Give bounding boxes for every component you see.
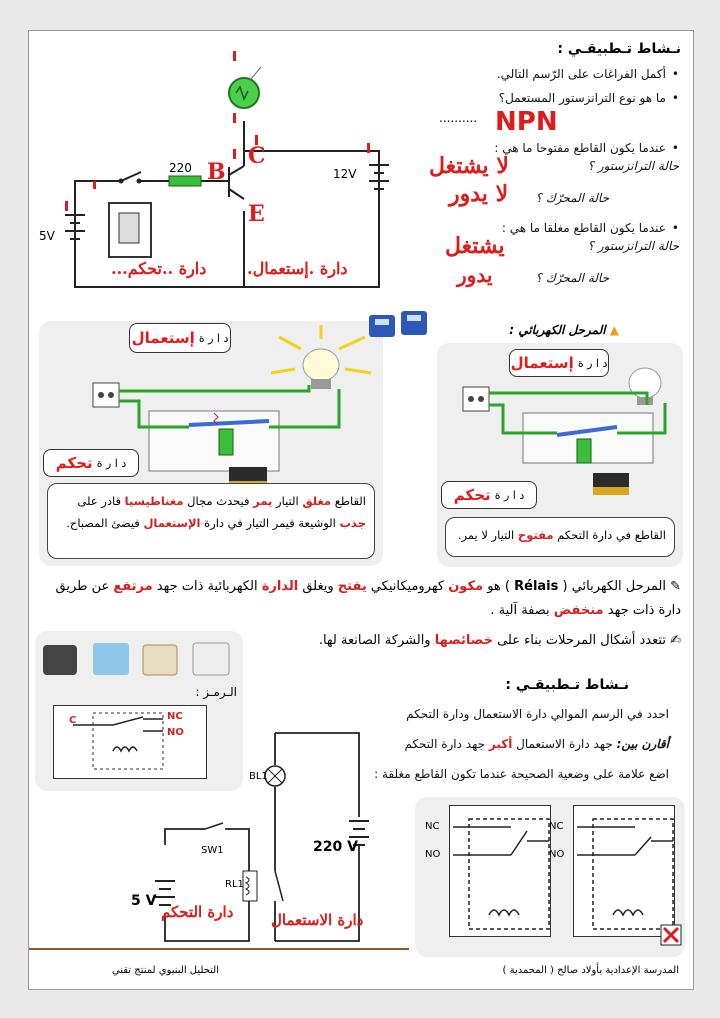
activity1-q1: أكمل الفراغات على الرّسم التالي.	[496, 67, 666, 81]
activity2-item3: اضع علامة على وضعية الصحيحة عندما تكون القاطع مغلقة :	[374, 767, 669, 781]
q4-transistor-answer: يشتغل	[445, 233, 505, 259]
q4-motor: حالة المحرّك ؟	[535, 271, 609, 285]
relay-photo-icon	[363, 301, 443, 351]
base-label: B	[207, 159, 226, 185]
output-voltage: 12V	[333, 167, 357, 181]
relay-closed-use-tag: د ا ر ة إستعمال	[129, 323, 231, 353]
worksheet-page	[28, 30, 694, 990]
symbol-c: C	[69, 715, 77, 726]
lamp-label: BL1	[249, 771, 268, 782]
q2-answer: NPN	[495, 107, 558, 137]
activity1-title: نـشاط تـطبيقـي :	[557, 41, 681, 57]
use-circuit-answer: دارة الاستعمال	[271, 911, 364, 929]
low-voltage-label: 5 V	[131, 893, 157, 909]
activity1-q4: عندما يكون القاطع مغلقا ما هي :	[501, 221, 666, 235]
resistor-220	[169, 176, 201, 186]
input-voltage: 5V	[39, 229, 55, 243]
control-circuit-answer: دارة التحكم	[161, 903, 234, 921]
control-circuit-label: دارة ..تحكم...	[111, 259, 207, 278]
section-arrow-icon: ▲	[609, 323, 619, 337]
switch-label: SW1	[201, 845, 224, 856]
q2-dots: ..........	[439, 111, 478, 125]
pencil-icon: ✍	[670, 633, 681, 648]
motor-icon	[229, 78, 259, 108]
emitter-label: E	[248, 201, 265, 227]
q4-transistor: حالة الترانزستور ؟	[587, 239, 679, 253]
symbol-title: الـرمـز :	[195, 685, 237, 699]
q3-transistor: حالة الترانزستور ؟	[587, 159, 679, 173]
activity2-item1: احدد في الرسم الموالي دارة الاستعمال ودارة التحكم	[406, 707, 669, 721]
relay-open-use-tag: د ا ر ة إستعمال	[509, 349, 609, 377]
activity1-q2: ما هو نوع الترانزستور المستعمل؟	[498, 91, 666, 105]
resistor-label: 220	[169, 161, 192, 175]
q3-transistor-answer: لا يشتغل	[429, 153, 509, 179]
q3-motor: حالة المحرّك ؟	[535, 191, 609, 205]
collector-label: C	[248, 143, 266, 169]
option2-nc: NC	[549, 821, 564, 832]
relay-open-description: القاطع في دارة التحكم مفتوح التيار لا يمر.	[445, 517, 675, 557]
high-voltage-label: 220 V	[313, 839, 358, 855]
symbol-nc: NC	[167, 711, 183, 722]
footer-school: المدرسة الإعدادية بأولاد صالح ( المحمدية )	[502, 965, 679, 976]
relay-definition: ✎ المرحل الكهربائي ( Rélais ) هو مكون كهروميكانيكي يفتح ويغلق الدارة الكهربائية ذات جهد مرتفع عن طريق دارة ذات جهد منخفض بصفة آلية .	[55, 579, 681, 618]
q4-motor-answer: يدور	[457, 263, 493, 287]
pencil-icon: ✎	[670, 579, 681, 594]
relay-section-title: المرحل الكهربائي :	[509, 323, 606, 337]
relay-types-note: ✍ تتعدد أشكال المرحلات بناء على خصائصها والشركة الصانعة لها.	[318, 633, 681, 648]
relay-closed-description: القاطع مغلق التيار يمر فيحدث مجال مغناطيسيا قادر على جذب الوشيعة فيمر التيار في دارة الإستعمال فيضئ المصباح.	[47, 483, 375, 559]
use-circuit-label: دارة .إستعمال.	[247, 259, 348, 278]
activity2-item2: أقارن بين: جهد دارة الاستعمال أكبر جهد دارة التحكم	[404, 737, 669, 751]
activity2-title: نـشاط تـطبيقـي :	[505, 677, 629, 693]
symbol-no: NO	[167, 727, 184, 738]
option1-nc: NC	[425, 821, 440, 832]
footer-title: التحليل البنيوي لمنتج تقني	[111, 965, 219, 976]
option1-no: NO	[425, 849, 441, 860]
relay-closed-control-tag: د ا ر ة تحكم	[43, 449, 139, 477]
q3-motor-answer: لا يدور	[449, 181, 509, 207]
relay-open-control-tag: د ا ر ة تحكم	[441, 481, 537, 509]
option2-no: NO	[549, 849, 565, 860]
relay-models-photos	[39, 635, 239, 681]
relay-label: RL1	[225, 879, 244, 890]
activity1-q3: عندما يكون القاطع مفتوحا ما هي :	[494, 141, 666, 155]
